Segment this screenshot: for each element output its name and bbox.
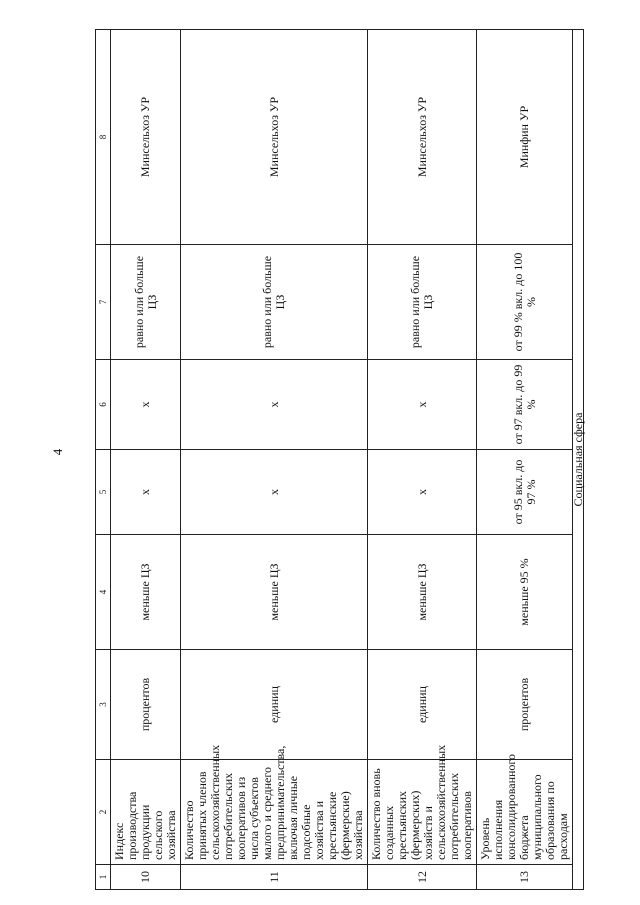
value-cell: от 95 вкл. до 97 % <box>477 450 573 535</box>
responsible-cell: Минсельхоз УР <box>368 30 477 245</box>
indicators-table <box>95 29 584 890</box>
table-row <box>368 30 477 890</box>
value-cell: х <box>368 450 477 535</box>
header-cell: 7 <box>96 245 111 360</box>
section-label: Социальная сфера <box>573 30 584 890</box>
value-cell: равно или больше ЦЗ <box>111 245 181 360</box>
rotated-table-wrapper <box>95 30 585 890</box>
row-number: 12 <box>368 865 477 890</box>
indicator-name: Количество принятых членов сельскохозяйственных потребительских кооперативов из числа субъектов малого и среднего предпринимательства, включая личные подсобные хозяйства и крестьянские (фермерские) хозяйства <box>181 760 368 865</box>
indicator-name: Количество вновь созданных крестьянских (фермерских) хозяйств и сельскохозяйственных потребительских кооперативов <box>368 760 477 865</box>
responsible-cell: Минсельхоз УР <box>111 30 181 245</box>
value-cell: меньше ЦЗ <box>181 535 368 650</box>
value-cell: от 97 вкл. до 99 % <box>477 360 573 450</box>
value-cell: х <box>368 360 477 450</box>
value-cell: равно или больше ЦЗ <box>181 245 368 360</box>
unit-cell: единиц <box>181 650 368 760</box>
value-cell: х <box>181 450 368 535</box>
value-cell: от 99 % вкл. до 100 % <box>477 245 573 360</box>
header-cell: 3 <box>96 650 111 760</box>
row-number: 11 <box>181 865 368 890</box>
header-cell: 4 <box>96 535 111 650</box>
value-cell: равно или больше ЦЗ <box>368 245 477 360</box>
header-cell: 2 <box>96 760 111 865</box>
value-cell: меньше ЦЗ <box>368 535 477 650</box>
value-cell: х <box>181 360 368 450</box>
table-row <box>111 30 181 890</box>
row-number: 13 <box>477 865 573 890</box>
header-row <box>96 30 111 890</box>
header-cell: 5 <box>96 450 111 535</box>
table-row <box>477 30 573 890</box>
responsible-cell: Минсельхоз УР <box>181 30 368 245</box>
page-number: 4 <box>50 448 65 456</box>
table-row <box>181 30 368 890</box>
value-cell: х <box>111 450 181 535</box>
value-cell: меньше 95 % <box>477 535 573 650</box>
responsible-cell: Минфин УР <box>477 30 573 245</box>
unit-cell: единиц <box>368 650 477 760</box>
indicator-name: Индекс производства продукции сельского хозяйства <box>111 760 181 865</box>
header-cell: 6 <box>96 360 111 450</box>
unit-cell: процентов <box>111 650 181 760</box>
value-cell: меньше ЦЗ <box>111 535 181 650</box>
indicator-name: Уровень исполнения консолидированного бюджета муниципального образования по расходам <box>477 760 573 865</box>
value-cell: х <box>111 360 181 450</box>
header-cell: 1 <box>96 865 111 890</box>
header-cell: 8 <box>96 30 111 245</box>
unit-cell: процентов <box>477 650 573 760</box>
row-number: 10 <box>111 865 181 890</box>
section-row <box>573 30 584 890</box>
